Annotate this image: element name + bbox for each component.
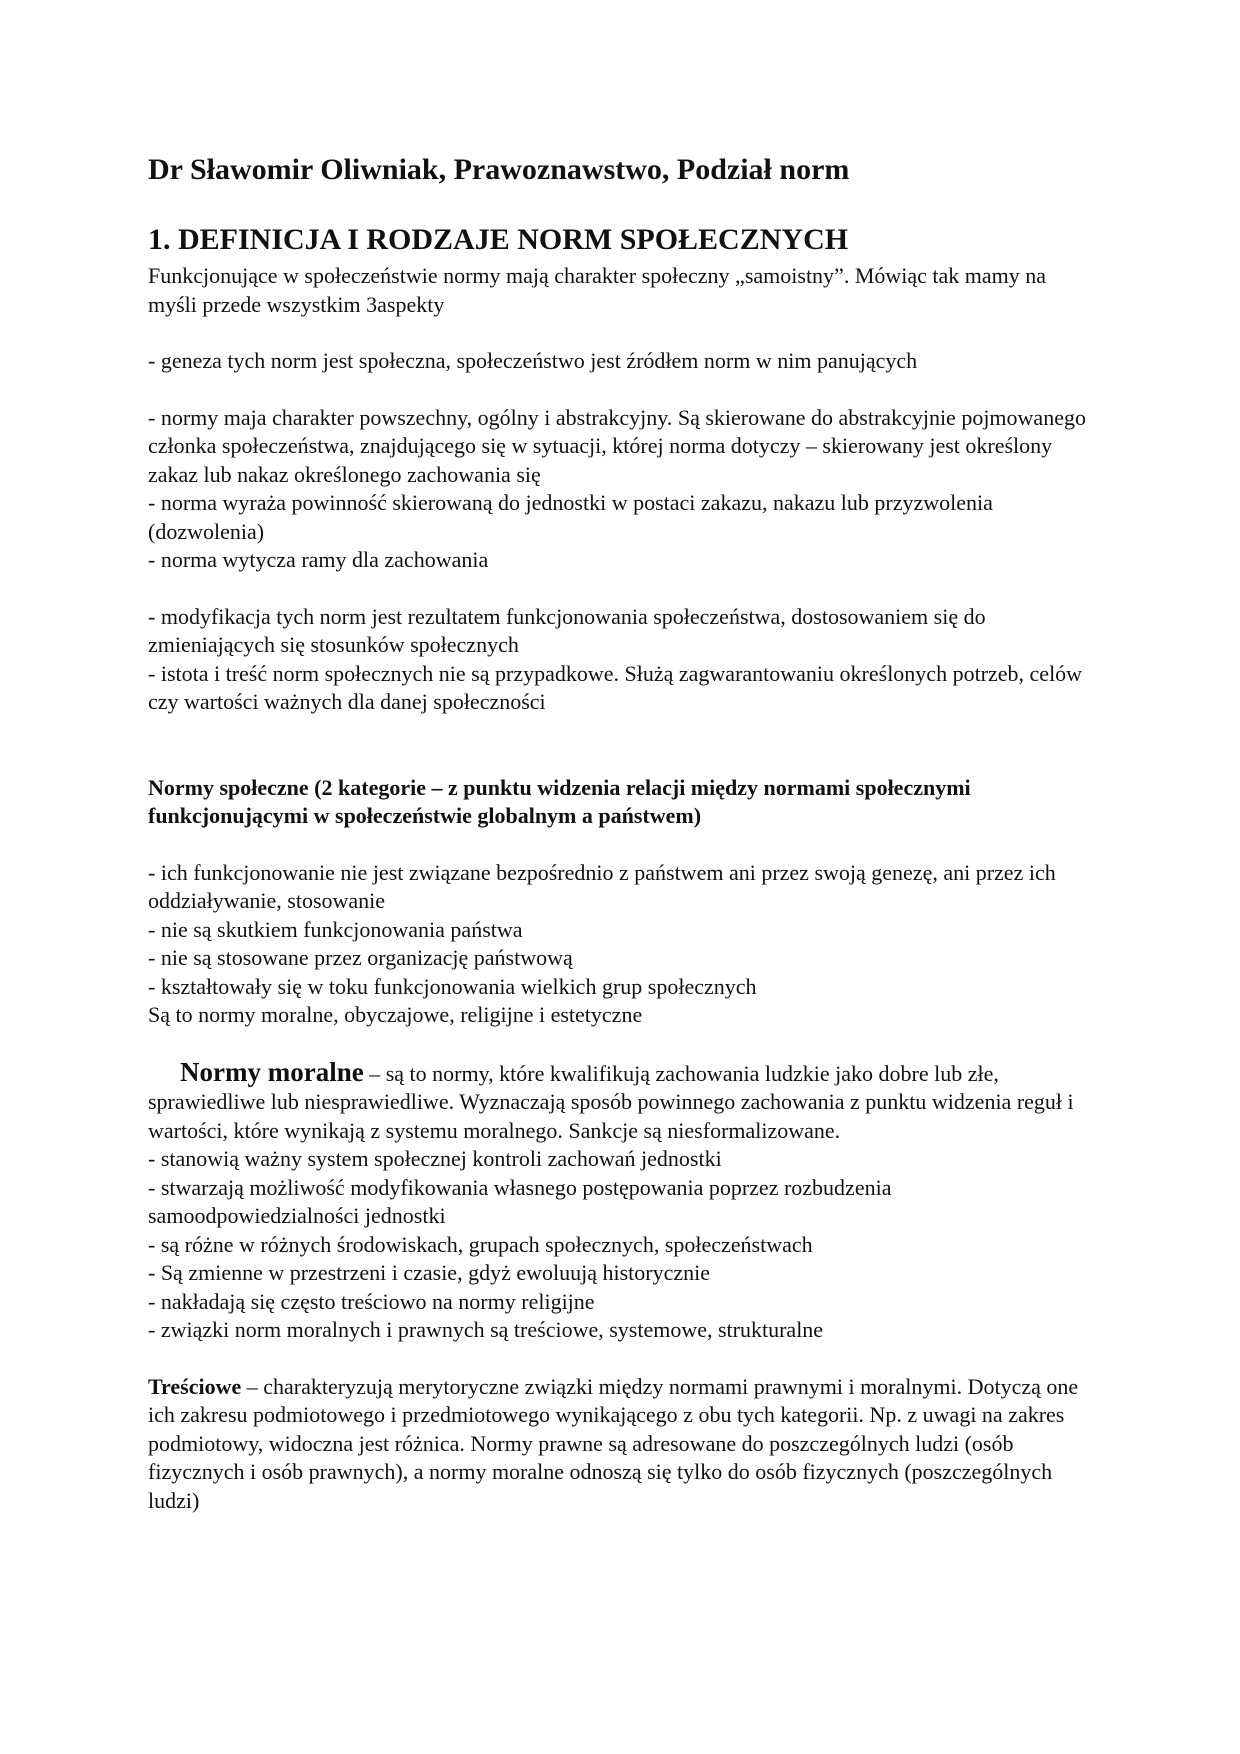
- content-links-text: – charakteryzują merytoryczne związki między normami prawnymi i moralnymi. Dotyczą one ich zakresu podmiotowego i przedmiotowego wynikającego z obu tych kategorii. Np. z uwagi na zakres podmiotowy, widoczna jest różnica. Normy prawne są adresowane do poszczególnych ludzi (osób fizycznych i osób prawnych), a normy moralne odnoszą się tylko do osób fizycznych (poszczególnych ludzi): [148, 1373, 1079, 1513]
- aspect-general-line: - norma wyraża powinność skierowaną do jednostki w postaci zakazu, nakazu lub przyzwolenia (dozwolenia): [148, 490, 993, 544]
- moral-norms-line: - Są zmienne w przestrzeni i czasie, gdyż ewoluują historycznie: [148, 1260, 710, 1285]
- social-norms-line: - nie są skutkiem funkcjonowania państwa: [148, 916, 523, 942]
- aspect-genesis: - geneza tych norm jest społeczna, społeczeństwo jest źródłem norm w nim panujących: [148, 348, 918, 373]
- moral-norms-definition: [148, 1058, 1098, 1146]
- moral-norms-line: - stwarzają możliwość modyfikowania własnego postępowania poprzez rozbudzenia samoodpowiedzialności jednostki: [148, 1174, 892, 1228]
- social-norms-line: Są to normy moralne, obyczajowe, religijne i estetyczne: [148, 1002, 643, 1027]
- social-norms-heading: Normy społeczne (2 kategorie – z punktu widzenia relacji między normami społecznymi funkcjonującymi w społeczeństwie globalnym a państwem): [148, 774, 971, 828]
- aspect-modification-line: - istota i treść norm społecznych nie są przypadkowe. Służą zagwarantowaniu określonych potrzeb, celów czy wartości ważnych dla danej społeczności: [148, 660, 1083, 714]
- moral-norms-line: - nakładają się często treściowo na normy religijne: [148, 1288, 595, 1314]
- social-norms-line: - nie są stosowane przez organizację państwową: [148, 945, 573, 970]
- document-title: Dr Sławomir Oliwniak, Prawoznawstwo, Podział norm: [148, 153, 850, 186]
- moral-norms-text: – są to normy, które kwalifikują zachowania ludzkie jako dobre lub złe, sprawiedliwe lub niesprawiedliwe. Wyznaczają sposób powinnego zachowania z punktu widzenia reguł i wartości, które wynikają z systemu moralnego. Sankcje są niesformalizowane.: [148, 1060, 1074, 1143]
- moral-norms-line: - związki norm moralnych i prawnych są treściowe, systemowe, strukturalne: [148, 1317, 824, 1342]
- document-body: [148, 148, 1098, 1515]
- aspect-general-line: - normy maja charakter powszechny, ogólny i abstrakcyjny. Są skierowane do abstrakcyjnie pojmowanego członka społeczeństwa, znajdującego się w sytuacji, której norma dotyczy – skierowany jest określony zakaz lub nakaz określonego zachowania się: [148, 404, 1086, 487]
- aspect-general-line: - norma wytycza ramy dla zachowania: [148, 547, 489, 572]
- moral-norms-line: - są różne w różnych środowiskach, grupach społecznych, społeczeństwach: [148, 1231, 813, 1257]
- social-norms-line: - ich funkcjonowanie nie jest związane bezpośrednio z państwem ani przez swoją genezę, ani przez ich oddziaływanie, stosowanie: [148, 859, 1056, 913]
- content-links-paragraph: [148, 1373, 1098, 1516]
- intro-paragraph: Funkcjonujące w społeczeństwie normy mają charakter społeczny „samoistny”. Mówiąc tak mamy na myśli przede wszystkim 3aspekty: [148, 263, 1047, 317]
- moral-norms-line: - stanowią ważny system społecznej kontroli zachowań jednostki: [148, 1146, 722, 1171]
- social-norms-line: - kształtowały się w toku funkcjonowania wielkich grup społecznych: [148, 973, 757, 999]
- aspect-modification-line: - modyfikacja tych norm jest rezultatem funkcjonowania społeczeństwa, dostosowaniem się do zmieniających się stosunków społecznych: [148, 603, 986, 657]
- content-links-term: Treściowe: [148, 1373, 242, 1399]
- section-title: 1. DEFINICJA I RODZAJE NORM SPOŁECZNYCH: [148, 223, 849, 256]
- moral-norms-term: Normy moralne: [180, 1056, 364, 1087]
